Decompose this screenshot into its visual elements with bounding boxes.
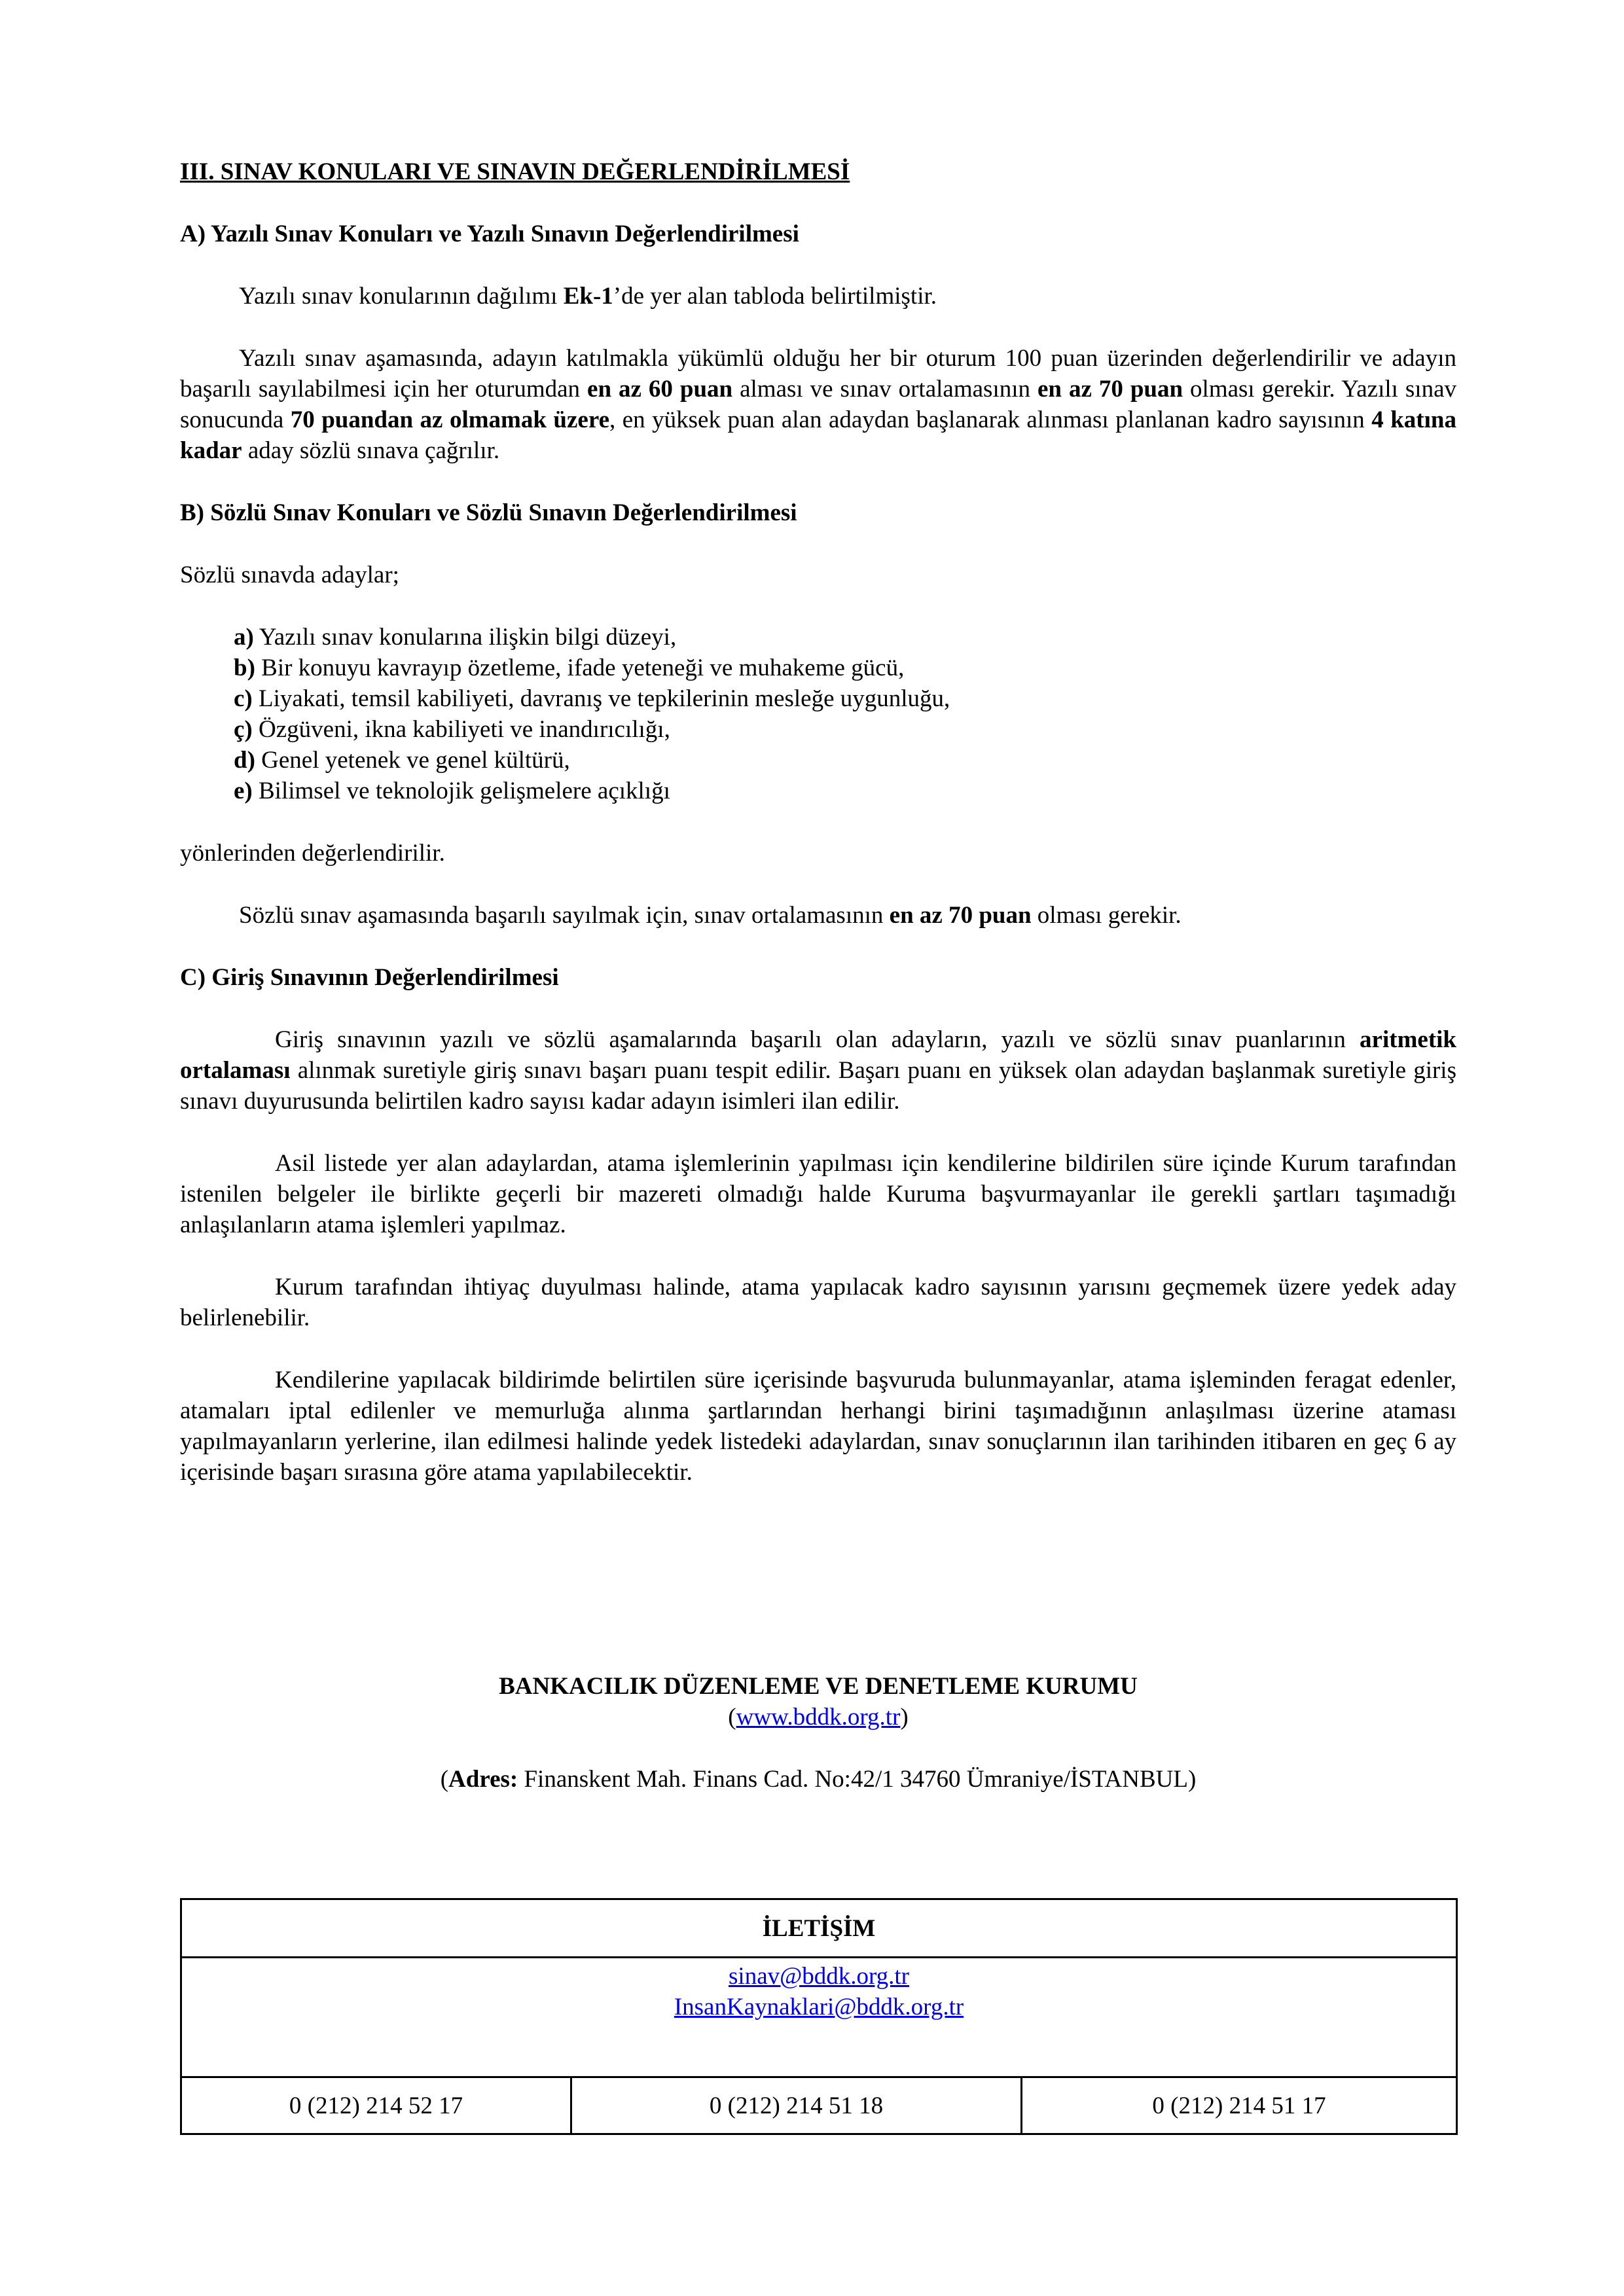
contact-title-cell — [181, 1899, 1457, 1958]
section-c-title: C) Giriş Sınavının Değerlendirilmesi — [180, 964, 559, 991]
section-c-paragraph-4: Kendilerine yapılacak bildirimde belirtilen süre içerisinde başvuruda bulunmayanlar, atama işleminden feragat edenler, atamaları iptal edilenler ve memurluğa alınma şartlarından herhangi birini taşımadığının anlaşılması üzerine ataması yapılmayanların yerlerine, ilan edilmesi halinde yedek listedeki adaylardan, sınav sonuçlarının ilan tarihinden itibaren en geç 6 ay içerisinde başarı sırasına göre atama yapılabilecektir. — [180, 1367, 1456, 1486]
section-b-title: B) Sözlü Sınav Konuları ve Sözlü Sınavın Değerlendirilmesi — [180, 499, 797, 526]
address-line: (Adres: Finanskent Mah. Finans Cad. No:42/1 34760 Ümraniye/İSTANBUL) — [440, 1766, 1197, 1793]
list-item: ç) Özgüveni, ikna kabiliyeti ve inandırıcılığı, — [234, 716, 670, 743]
website-line: (www.bddk.org.tr) — [728, 1704, 909, 1731]
criteria-list — [234, 622, 1456, 806]
phone-cell: 0 (212) 214 51 18 — [571, 2077, 1022, 2134]
email-link-exam[interactable]: sinav@bddk.org.tr — [729, 1963, 909, 1990]
website-link[interactable]: www.bddk.org.tr — [736, 1704, 901, 1731]
section-c-paragraph-1: Giriş sınavının yazılı ve sözlü aşamalarında başarılı olan adayların, yazılı ve sözlü sınav puanlarının aritmetik ortalaması alınmak suretiyle giriş sınavı başarı puanı tespit edilir. Başarı puanı en yüksek olan adaydan başlanmak suretiyle giriş sınavı duyurusunda belirtilen kadro sayısı kadar adayın isimleri ilan edilir. — [180, 1026, 1456, 1115]
list-item: d) Genel yetenek ve genel kültürü, — [234, 747, 570, 774]
email-link-hr[interactable]: InsanKaynaklari@bddk.org.tr — [674, 1994, 964, 2020]
section-b-outro: yönlerinden değerlendirilir. — [180, 840, 445, 867]
contact-email-cell — [181, 1958, 1457, 2077]
section-a-paragraph-1: Yazılı sınav konularının dağılımı Ek-1’de yer alan tabloda belirtilmiştir. — [239, 283, 937, 310]
section-c-paragraph-2: Asil listede yer alan adaylardan, atama işlemlerinin yapılması için kendilerine bildirilen süre içinde Kurum tarafından istenilen belgeler ile birlikte geçerli bir mazereti olmadığı halde Kuruma başvurmayanlar ile gerekli şartları taşımadığı anlaşılanların atama işlemleri yapılmaz. — [180, 1150, 1456, 1238]
page-heading: III. SINAV KONULARI VE SINAVIN DEĞERLENDİRİLMESİ — [180, 158, 850, 185]
section-a-paragraph-2: Yazılı sınav aşamasında, adayın katılmakla yükümlü olduğu her bir oturum 100 puan üzerinden değerlendirilir ve adayın başarılı sayılabilmesi için her oturumdan en az 60 puan alması ve sınav ortalamasının en az 70 puan olması gerekir. Yazılı sınav sonucunda 70 puandan az olmamak üzere, en yüksek puan alan adaydan başlanarak alınması planlanan kadro sayısının 4 katına kadar aday sözlü sınava çağrılır. — [180, 345, 1457, 464]
footer — [180, 1671, 1456, 1795]
section-b-success-rule: Sözlü sınav aşamasında başarılı sayılmak için, sınav ortalamasının en az 70 puan olması gerekir. — [239, 902, 1182, 929]
section-b-intro: Sözlü sınavda adaylar; — [180, 562, 399, 588]
contact-table — [180, 1898, 1458, 2135]
phone-cell: 0 (212) 214 51 17 — [1022, 2077, 1457, 2134]
list-item: b) Bir konuyu kavrayıp özetleme, ifade yeteneği ve muhakeme gücü, — [234, 655, 905, 681]
contact-title: İLETİŞİM — [762, 1914, 876, 1942]
list-item: a) Yazılı sınav konularına ilişkin bilgi düzeyi, — [234, 624, 677, 651]
organization-name: BANKACILIK DÜZENLEME VE DENETLEME KURUMU — [499, 1673, 1138, 1700]
section-a-title: A) Yazılı Sınav Konuları ve Yazılı Sınavın Değerlendirilmesi — [180, 221, 799, 247]
section-c-paragraph-3: Kurum tarafından ihtiyaç duyulması halinde, atama yapılacak kadro sayısının yarısını geçmemek üzere yedek aday belirlenebilir. — [180, 1274, 1456, 1331]
document-body — [180, 147, 1456, 1795]
phone-cell: 0 (212) 214 52 17 — [181, 2077, 571, 2134]
list-item: e) Bilimsel ve teknolojik gelişmelere açıklığı — [234, 778, 670, 804]
list-item: c) Liyakati, temsil kabiliyeti, davranış ve tepkilerinin mesleğe uygunluğu, — [234, 685, 950, 712]
